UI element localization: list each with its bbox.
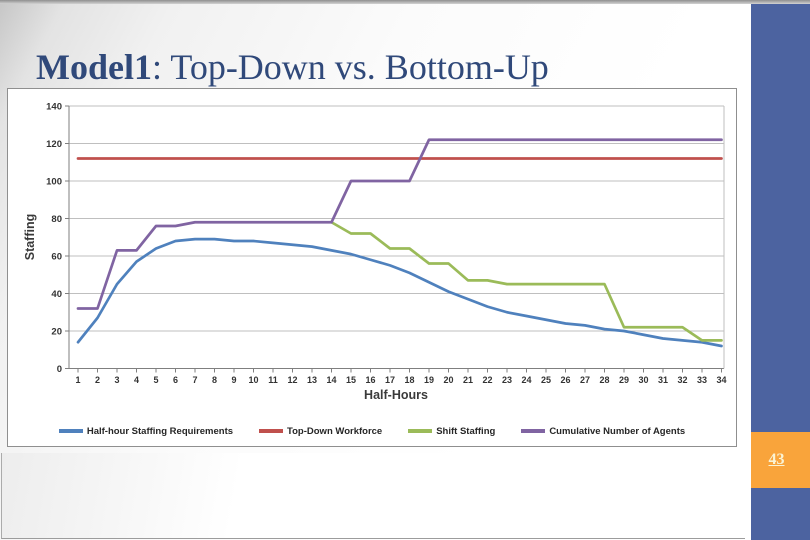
x-tick-label: 14 bbox=[326, 375, 337, 385]
x-tick-label: 11 bbox=[268, 375, 278, 385]
y-tick-label: 120 bbox=[46, 139, 62, 150]
legend-swatch bbox=[408, 429, 432, 433]
y-tick-label: 100 bbox=[46, 176, 62, 188]
y-tick-label: 40 bbox=[51, 289, 62, 300]
x-tick-label: 26 bbox=[560, 375, 571, 385]
y-tick-label: 80 bbox=[51, 214, 62, 225]
x-tick-label: 16 bbox=[365, 375, 376, 385]
x-tick-label: 7 bbox=[192, 375, 198, 385]
x-tick-label: 24 bbox=[521, 375, 532, 385]
y-tick-label: 140 bbox=[46, 101, 62, 113]
x-tick-label: 30 bbox=[638, 375, 649, 385]
legend-label: Shift Staffing bbox=[436, 425, 496, 437]
legend-swatch bbox=[521, 429, 545, 433]
footer-placeholder bbox=[1, 453, 745, 539]
legend-item bbox=[59, 426, 233, 437]
x-tick-label: 17 bbox=[384, 375, 396, 385]
y-tick-label: 0 bbox=[56, 364, 62, 375]
x-tick-label: 3 bbox=[114, 375, 120, 385]
x-tick-label: 20 bbox=[443, 375, 454, 385]
page-number-box bbox=[751, 432, 810, 488]
legend-item bbox=[521, 426, 685, 437]
legend-swatch bbox=[59, 429, 83, 433]
right-accent-band bbox=[751, 4, 810, 540]
x-tick-label: 4 bbox=[133, 375, 140, 385]
x-tick-label: 34 bbox=[716, 375, 727, 385]
x-tick-label: 23 bbox=[501, 375, 513, 385]
legend-label: Cumulative Number of Agents bbox=[549, 425, 686, 437]
x-tick-label: 28 bbox=[599, 375, 610, 385]
x-tick-label: 32 bbox=[677, 375, 688, 385]
x-tick-label: 21 bbox=[462, 375, 474, 385]
series-line-half-hour-staffing-requirements bbox=[78, 239, 722, 346]
title-rest: : Top-Down vs. Bottom-Up bbox=[151, 47, 549, 88]
x-tick-label: 9 bbox=[231, 375, 237, 385]
x-tick-label: 31 bbox=[657, 375, 669, 385]
title-emphasis: Model1 bbox=[36, 47, 152, 91]
x-tick-label: 15 bbox=[345, 375, 357, 385]
series-line-shift-staffing bbox=[332, 222, 722, 340]
page-number: 43 bbox=[768, 451, 785, 468]
legend-item bbox=[259, 426, 382, 437]
page-title bbox=[36, 48, 549, 88]
x-tick-label: 25 bbox=[540, 375, 552, 385]
chart-plot bbox=[8, 89, 736, 394]
x-axis-title: Half-Hours bbox=[364, 388, 428, 402]
x-tick-label: 18 bbox=[404, 375, 415, 385]
x-tick-label: 1 bbox=[75, 375, 81, 385]
y-axis-title: Staffing bbox=[23, 213, 37, 261]
x-tick-label: 2 bbox=[94, 375, 101, 385]
slide-top-edge bbox=[0, 0, 810, 4]
x-tick-label: 29 bbox=[618, 375, 630, 385]
chart-legend bbox=[8, 423, 736, 439]
x-tick-label: 8 bbox=[211, 375, 218, 385]
legend-label: Top-Down Workforce bbox=[287, 425, 383, 437]
legend-swatch bbox=[259, 429, 283, 433]
x-tick-label: 10 bbox=[248, 375, 259, 385]
x-tick-label: 22 bbox=[482, 375, 493, 385]
legend-item bbox=[408, 426, 495, 437]
x-tick-label: 6 bbox=[172, 375, 179, 385]
y-tick-label: 60 bbox=[51, 251, 62, 263]
chart-card bbox=[7, 88, 737, 447]
x-tick-label: 27 bbox=[579, 375, 591, 385]
series-line-cumulative-number-of-agents bbox=[78, 140, 722, 309]
x-tick-label: 12 bbox=[287, 375, 298, 385]
x-tick-label: 19 bbox=[423, 375, 435, 385]
x-tick-label: 33 bbox=[696, 375, 708, 385]
x-tick-label: 5 bbox=[153, 375, 159, 385]
x-tick-label: 13 bbox=[306, 375, 318, 385]
legend-label: Half-hour Staffing Requirements bbox=[86, 425, 234, 437]
y-tick-label: 20 bbox=[51, 326, 62, 338]
